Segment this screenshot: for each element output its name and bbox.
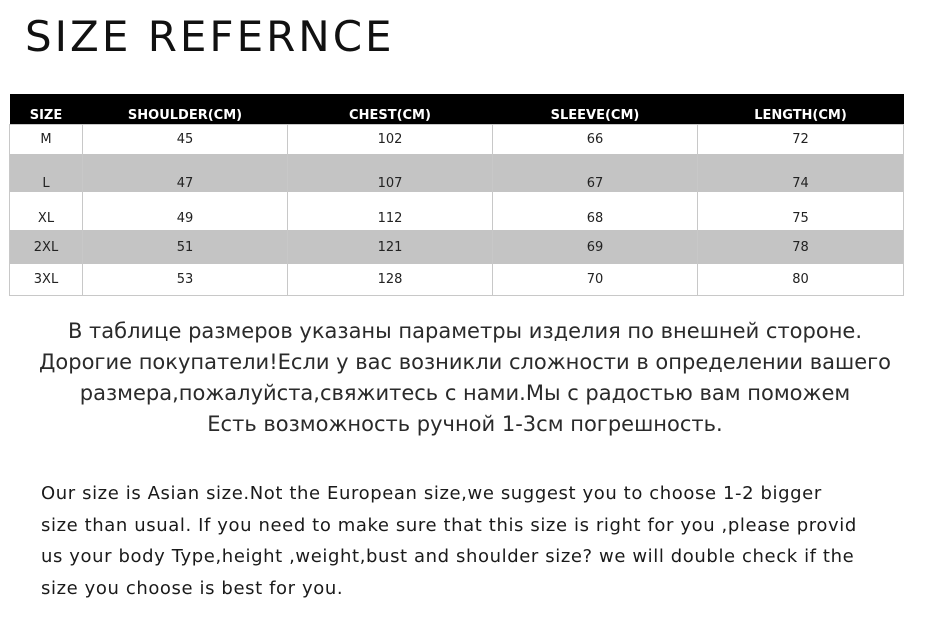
russian-note-line: размера,пожалуйста,свяжитесь с нами.Мы с радостью вам поможем	[79, 381, 851, 405]
length-cell: 78	[698, 230, 904, 264]
russian-note-line: В таблице размеров указаны параметры изделия по внешней стороне.	[67, 319, 863, 343]
size-cell: XL	[10, 192, 83, 230]
table-row	[10, 192, 904, 230]
english-note	[41, 478, 921, 604]
length-cell: 75	[698, 192, 904, 230]
size-cell: M	[10, 125, 83, 155]
column-header-size: SIZE	[10, 94, 83, 125]
size-table	[9, 94, 904, 296]
chest-cell: 128	[288, 264, 493, 296]
size-cell: L	[10, 154, 83, 192]
column-header-shoulder: SHOULDER(CM)	[83, 94, 288, 125]
size-cell: 2XL	[10, 230, 83, 264]
shoulder-cell: 45	[83, 125, 288, 155]
sleeve-cell: 69	[493, 230, 698, 264]
page-title: SIZE REFERNCE	[25, 12, 395, 61]
english-note-line: size you choose is best for you.	[41, 577, 344, 599]
column-header-chest: CHEST(CM)	[288, 94, 493, 125]
table-header-row	[10, 94, 904, 125]
column-header-sleeve: SLEEVE(CM)	[493, 94, 698, 125]
sleeve-cell: 67	[493, 154, 698, 192]
length-cell: 72	[698, 125, 904, 155]
shoulder-cell: 51	[83, 230, 288, 264]
sleeve-cell: 70	[493, 264, 698, 296]
english-note-line: Our size is Asian size.Not the European size,we suggest you to choose 1-2 bigger	[41, 483, 822, 504]
table-row	[10, 230, 904, 264]
chest-cell: 102	[288, 125, 493, 155]
russian-note	[0, 316, 930, 440]
chest-cell: 121	[288, 230, 493, 264]
russian-note-line: Есть возможность ручной 1-3см погрешность.	[207, 412, 723, 436]
sleeve-cell: 68	[493, 192, 698, 230]
column-header-length: LENGTH(CM)	[698, 94, 904, 125]
chest-cell: 112	[288, 192, 493, 230]
table-row	[10, 154, 904, 192]
table-row	[10, 125, 904, 155]
shoulder-cell: 47	[83, 154, 288, 192]
table-row	[10, 264, 904, 296]
english-note-line: us your body Type,height ,weight,bust and shoulder size? we will double check if the	[41, 546, 855, 567]
english-note-line: size than usual. If you need to make sure that this size is right for you ,please provid	[41, 514, 857, 536]
shoulder-cell: 49	[83, 192, 288, 230]
size-cell: 3XL	[10, 264, 83, 296]
russian-note-line: Дорогие покупатели!Если у вас возникли сложности в определении вашего	[38, 350, 891, 374]
shoulder-cell: 53	[83, 264, 288, 296]
length-cell: 74	[698, 154, 904, 192]
sleeve-cell: 66	[493, 125, 698, 155]
length-cell: 80	[698, 264, 904, 296]
chest-cell: 107	[288, 154, 493, 192]
